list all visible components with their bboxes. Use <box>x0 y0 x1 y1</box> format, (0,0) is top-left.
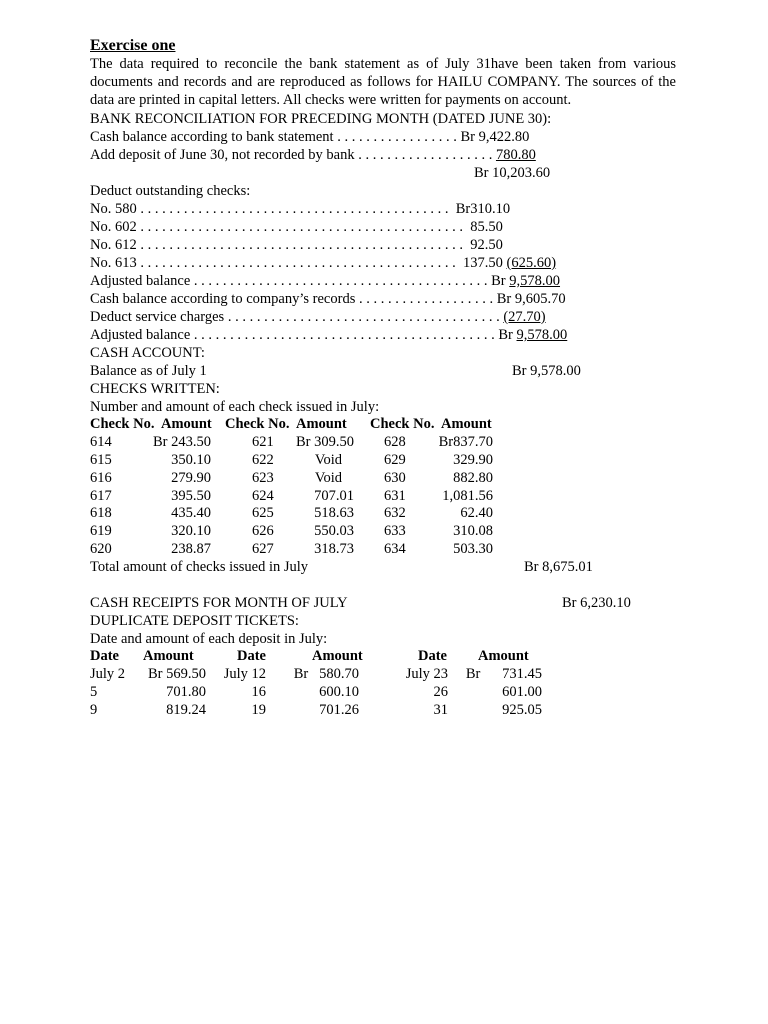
check-number: 624 <box>252 487 274 504</box>
add-deposit-line <box>90 146 536 164</box>
check-amount: Br 309.50 <box>296 434 354 450</box>
subtotal-value: Br 10,203.60 <box>474 165 551 181</box>
check-amount: 310.08 <box>453 523 493 540</box>
adjusted-balance-2-value: 9,578.00 <box>516 327 568 343</box>
check-amount: 279.90 <box>171 469 211 486</box>
deposit-amount: Br 569.50 <box>148 666 206 682</box>
check-number: 629 <box>384 451 406 468</box>
check-613-label: No. 613 . . . . . . . . . . . . . . . . . . . . . . . . . . . . . . . . . . . . . . . . . . . . 137.50 <box>90 255 507 271</box>
intro-paragraph: The data required to reconcile the bank statement as of July 31have been taken from various documents and records and are reproduced as follows for HAILU COMPANY. The sources of the data are printed in capital letters. All checks were written for payments on account. <box>90 56 676 109</box>
cash-receipts-heading: CASH RECEIPTS FOR MONTH OF JULY <box>90 595 348 611</box>
deposit-amount: 600.10 <box>319 683 359 700</box>
cash-account-heading: CASH ACCOUNT: <box>90 345 205 361</box>
bank-rec-heading: BANK RECONCILIATION FOR PRECEDING MONTH (DATED JUNE 30): <box>90 111 552 127</box>
check-number: 617 <box>90 487 112 504</box>
check-number: 622 <box>252 451 274 468</box>
check-number: 618 <box>90 505 112 522</box>
check-no-header-2: Check No. <box>225 416 290 432</box>
company-balance-line: Cash balance according to company’s records . . . . . . . . . . . . . . . . . . . Br 9,605.70 <box>90 291 566 307</box>
check-number: 626 <box>252 523 274 540</box>
date-header-3: Date <box>418 648 447 664</box>
deposit-date: 31 <box>433 701 448 718</box>
check-number: 621 <box>252 434 274 450</box>
service-charges-label: Deduct service charges . . . . . . . . . . . . . . . . . . . . . . . . . . . . . . . . . . . . . . <box>90 309 504 325</box>
deposit-amount: 601.00 <box>502 683 542 700</box>
check-amount: Void <box>314 469 342 486</box>
check-amount: 318.73 <box>314 541 354 558</box>
check-amount: 62.40 <box>460 505 493 522</box>
check-number: 631 <box>384 487 406 504</box>
amount-header-2: Amount <box>296 416 347 432</box>
check-612-line: No. 612 . . . . . . . . . . . . . . . . . . . . . . . . . . . . . . . . . . . . . . . . . . . . . 92.50 <box>90 237 503 253</box>
checks-written-heading: CHECKS WRITTEN: <box>90 381 220 397</box>
deposit-date: 9 <box>90 701 98 718</box>
check-amount: Br 243.50 <box>153 434 211 450</box>
deposit-tickets-sub: Date and amount of each deposit in July: <box>90 631 328 647</box>
date-header-1: Date <box>90 648 119 664</box>
deposit-date: 26 <box>433 683 448 700</box>
check-number: 630 <box>384 469 406 486</box>
check-amount: 238.87 <box>171 541 211 558</box>
balance-july1-value: Br 9,578.00 <box>512 363 581 379</box>
check-number: 615 <box>90 451 112 468</box>
adjusted-balance-2-label: Adjusted balance . . . . . . . . . . . . . . . . . . . . . . . . . . . . . . . . . . . . . . . . . . Br <box>90 327 517 343</box>
check-number: 616 <box>90 469 112 486</box>
check-amount: 1,081.56 <box>442 487 493 504</box>
check-number: 632 <box>384 505 406 522</box>
outstanding-total: (625.60) <box>506 255 557 271</box>
deposit-amount-header-1: Amount <box>143 648 194 664</box>
check-amount: Br837.70 <box>438 434 493 450</box>
amount-header-1: Amount <box>161 416 212 432</box>
check-number: 627 <box>252 541 274 558</box>
total-checks-value: Br 8,675.01 <box>524 559 593 575</box>
deposit-amount: 925.05 <box>502 701 542 718</box>
check-amount: Void <box>314 451 342 468</box>
amount-header-3: Amount <box>441 416 492 432</box>
service-charges-value: (27.70) <box>503 309 546 325</box>
adjusted-balance-line <box>90 272 560 290</box>
deposit-date: 16 <box>251 683 266 700</box>
deposit-amount-header-3: Amount <box>478 648 529 664</box>
adjusted-balance-2-line <box>90 326 567 344</box>
add-deposit-label: Add deposit of June 30, not recorded by bank . . . . . . . . . . . . . . . . . . . <box>90 147 496 163</box>
cash-bank-line: Cash balance according to bank statement . . . . . . . . . . . . . . . . . Br 9,422.80 <box>90 129 530 145</box>
check-number: 619 <box>90 523 112 540</box>
deposit-date: 19 <box>251 701 266 718</box>
exercise-title: Exercise one <box>90 37 176 54</box>
adjusted-balance-label: Adjusted balance . . . . . . . . . . . . . . . . . . . . . . . . . . . . . . . . . . . . . . . . . Br <box>90 273 510 289</box>
cash-receipts-value: Br 6,230.10 <box>562 595 631 611</box>
deposit-tickets-heading: DUPLICATE DEPOSIT TICKETS: <box>90 613 299 629</box>
deposit-date: July 2 <box>90 666 126 682</box>
deposit-amount: 701.80 <box>166 683 206 700</box>
check-amount: 435.40 <box>171 505 211 522</box>
check-number: 633 <box>384 523 406 540</box>
check-number: 628 <box>384 434 406 450</box>
check-no-header-1: Check No. <box>90 416 155 432</box>
deduct-heading: Deduct outstanding checks: <box>90 183 251 199</box>
deposit-amount: Br 731.45 <box>465 666 542 682</box>
check-602-line: No. 602 . . . . . . . . . . . . . . . . . . . . . . . . . . . . . . . . . . . . . . . . . . . . . 85.50 <box>90 219 503 235</box>
check-number: 623 <box>252 469 274 486</box>
deposit-date: July 23 <box>405 666 448 682</box>
check-number: 634 <box>384 541 406 558</box>
deposit-amount: 701.26 <box>319 701 359 718</box>
balance-july1-label: Balance as of July 1 <box>90 363 207 379</box>
deposit-date: July 12 <box>223 666 266 682</box>
check-amount: 503.30 <box>453 541 493 558</box>
check-amount: 329.90 <box>453 451 493 468</box>
check-number: 625 <box>252 505 274 522</box>
check-amount: 320.10 <box>171 523 211 540</box>
service-charges-line <box>90 308 546 326</box>
check-613-line <box>90 254 556 272</box>
check-no-header-3: Check No. <box>370 416 435 432</box>
date-header-2: Date <box>237 648 266 664</box>
check-580-line: No. 580 . . . . . . . . . . . . . . . . . . . . . . . . . . . . . . . . . . . . . . . . . . . Br310.10 <box>90 201 511 217</box>
deposit-date: 5 <box>90 683 98 700</box>
adjusted-balance-value: 9,578.00 <box>509 273 561 289</box>
check-amount: 395.50 <box>171 487 211 504</box>
check-number: 620 <box>90 541 112 558</box>
check-amount: 518.63 <box>314 505 354 522</box>
check-number: 614 <box>90 434 112 450</box>
total-checks-label: Total amount of checks issued in July <box>90 559 309 575</box>
check-amount: 350.10 <box>171 451 211 468</box>
deposit-amount: 819.24 <box>166 701 206 718</box>
checks-written-sub: Number and amount of each check issued in July: <box>90 399 380 415</box>
deposit-amount: Br 580.70 <box>293 666 359 682</box>
check-amount: 882.80 <box>453 469 493 486</box>
deposit-amount-header-2: Amount <box>312 648 363 664</box>
add-deposit-value: 780.80 <box>495 147 536 163</box>
check-amount: 550.03 <box>314 523 354 540</box>
check-amount: 707.01 <box>314 487 354 504</box>
